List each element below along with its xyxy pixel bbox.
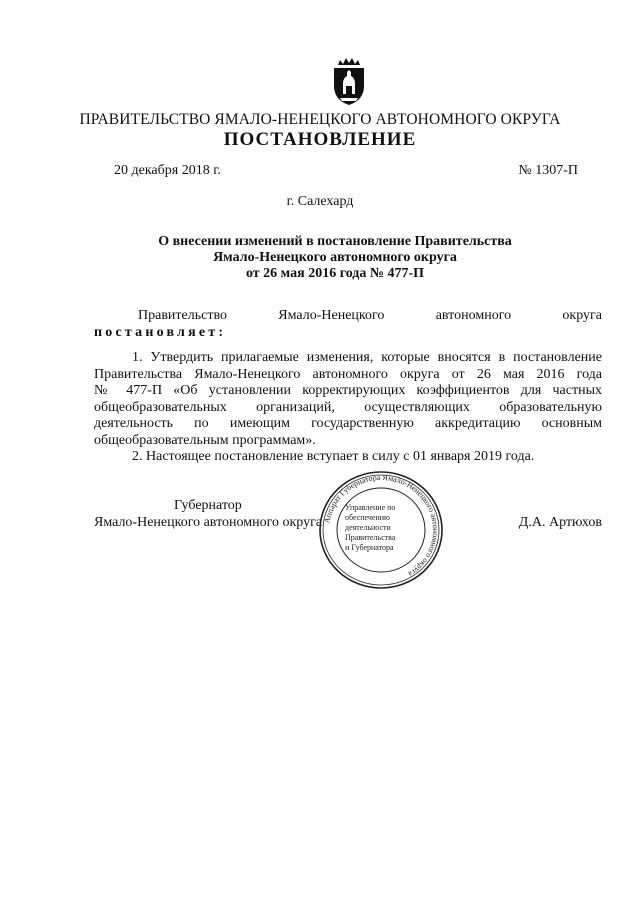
preamble-word: округа bbox=[562, 308, 602, 323]
document-city: г. Салехард bbox=[286, 194, 354, 209]
document-body bbox=[94, 350, 602, 466]
preamble-word: Правительство bbox=[138, 308, 227, 323]
stamp-inner-text bbox=[345, 503, 421, 553]
stamp-line: деятельности bbox=[345, 523, 391, 532]
stamp-line: и Губернатора bbox=[345, 543, 394, 552]
body-line: Правительства Ямало-Ненецкого автономного округа от 26 мая 2016 года bbox=[94, 366, 602, 382]
preamble-word: автономного bbox=[435, 308, 512, 323]
coat-of-arms-icon bbox=[330, 56, 368, 106]
body-line: общеобразовательным программам». bbox=[94, 432, 316, 448]
stamp-line: Управление по bbox=[345, 503, 396, 512]
title-line: от 26 мая 2016 года № 477-П bbox=[245, 266, 424, 281]
body-item-2: 2. Настоящее постановление вступает в силу с 01 января 2019 года. bbox=[132, 449, 535, 464]
title-line: Ямало-Ненецкого автономного округа bbox=[213, 250, 457, 265]
title-line: О внесении изменений в постановление Правительства bbox=[158, 234, 512, 249]
stamp-line: Правительства bbox=[345, 533, 396, 542]
stamp-line: обеспечению bbox=[345, 513, 391, 522]
preamble bbox=[94, 307, 602, 341]
document-number: № 1307-П bbox=[518, 163, 578, 178]
body-line: деятельность по имеющим государственную аккредитацию основным bbox=[94, 416, 602, 431]
body-line: 1. Утвердить прилагаемые изменения, которые вносятся в постановление bbox=[132, 350, 602, 365]
body-line: № 477-П «Об установлении корректирующих коэффициентов для частных bbox=[94, 383, 602, 398]
preamble-word: Ямало-Ненецкого bbox=[278, 308, 385, 323]
body-line: общеобразовательных организаций, осуществляющих образовательную bbox=[94, 399, 602, 415]
signer-name: Д.А. Артюхов bbox=[518, 515, 602, 530]
government-name: ПРАВИТЕЛЬСТВО ЯМАЛО-НЕНЕЦКОГО АВТОНОМНОГО ОКРУГА bbox=[79, 111, 561, 128]
signer-position-line: Ямало-Ненецкого автономного округа bbox=[94, 515, 323, 530]
preamble-line bbox=[94, 307, 602, 324]
signer-position-line: Губернатор bbox=[174, 498, 242, 513]
document-date: 20 декабря 2018 г. bbox=[114, 163, 221, 178]
signer-position bbox=[94, 497, 322, 531]
preamble-action: постановляет: bbox=[94, 325, 227, 340]
document-title bbox=[100, 234, 570, 282]
stamp-ring-text: Аппарат Губернатора Ямало-Ненецкого автономного округа bbox=[322, 472, 441, 579]
document-type: ПОСТАНОВЛЕНИЕ bbox=[223, 129, 417, 150]
